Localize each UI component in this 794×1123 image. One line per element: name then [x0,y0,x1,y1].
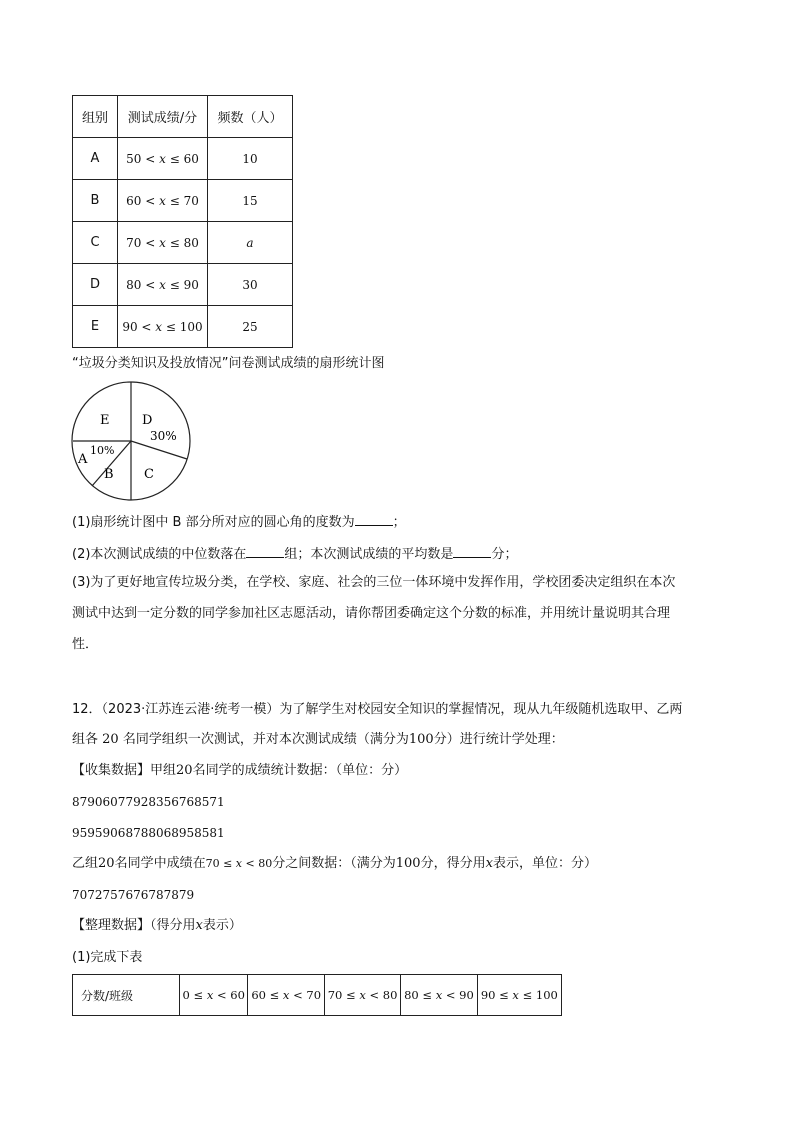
score-table-header-row [73,975,562,1016]
frequency-cell: 25 [208,306,293,348]
problem-12-line-1: 12．（2023·江苏连云港·统考一模）为了解学生对校园安全知识的掌握情况，现从九年级随机选取甲、乙两 [72,702,683,717]
frequency-cell: a [208,222,293,264]
answer-blank-3[interactable] [453,543,491,558]
pie-label-e: E [100,413,110,428]
score-distribution-table [72,974,562,1016]
table-row [73,138,293,180]
frequency-cell: 30 [208,264,293,306]
header-frequency: 频数（人） [208,96,293,138]
pie-chart-title: “垃圾分类知识及投放情况”问卷测试成绩的扇形统计图 [72,356,385,371]
question-3-line-3: 性． [72,637,99,652]
range-header-cell: 70 ≤ x < 80 [324,975,400,1016]
range-header-cell: 0 ≤ x < 60 [180,975,248,1016]
header-score: 测试成绩/分 [118,96,208,138]
range-cell: 70 < x ≤ 80 [118,222,208,264]
question-3-line-1: (3)为了更好地宣传垃圾分类，在学校、家庭、社会的三位一体环境中发挥作用，学校团委决定组织在本次 [72,575,676,590]
organize-data-heading: 【整理数据】（得分用x表示） [72,918,242,933]
question-3-line-2: 测试中达到一定分数的同学参加社区志愿活动，请你帮团委确定这个分数的标准，并用统计量说明其合理 [72,606,671,621]
range-cell: 60 < x ≤ 70 [118,180,208,222]
table-row [73,306,293,348]
frequency-table [72,95,293,348]
group-cell: E [73,306,118,348]
header-group: 组别 [73,96,118,138]
range-header-cell: 90 ≤ x ≤ 100 [477,975,561,1016]
group-cell: A [73,138,118,180]
range-cell: 90 < x ≤ 100 [118,306,208,348]
pie-label-a: A [78,452,88,467]
table-row [73,222,293,264]
range-header-cell: 60 ≤ x < 70 [248,975,324,1016]
pie-percent-a: 10% [90,444,115,457]
group-cell: D [73,264,118,306]
question-1: (1)扇形统计图中 B 部分所对应的圆心角的度数为 ； [72,511,406,532]
problem-12-line-2: 组各 20 名同学组织一次测试，并对本次测试成绩（满分为100分）进行统计学处理： [72,732,564,747]
frequency-cell: 10 [208,138,293,180]
pie-percent-d: 30% [150,429,177,443]
range-cell: 50 < x ≤ 60 [118,138,208,180]
frequency-cell: 15 [208,180,293,222]
group-jia-data-2: 95959068788068958581 [72,826,225,840]
pie-chart [70,380,195,505]
pie-label-c: C [144,467,154,482]
range-cell: 80 < x ≤ 90 [118,264,208,306]
answer-blank-2[interactable] [246,543,284,558]
answer-blank-1[interactable] [355,511,393,526]
question-2: (2)本次测试成绩的中位数落在 组；本次测试成绩的平均数是 分； [72,543,517,564]
range-header-cell: 80 ≤ x < 90 [401,975,477,1016]
group-cell: C [73,222,118,264]
pie-label-d: D [142,413,153,428]
collect-data-heading: 【收集数据】甲组20名同学的成绩统计数据：（单位：分） [72,763,408,778]
complete-table-instruction: (1)完成下表 [72,950,143,965]
header-score-class: 分数/班级 [73,975,180,1016]
table-row [73,264,293,306]
group-yi-description: 乙组20名同学中成绩在70 ≤ x < 80分之间数据：（满分为100分，得分用x表示，单位：分） [72,856,597,871]
table-row [73,180,293,222]
group-yi-data: 7072757676787879 [72,888,195,902]
group-jia-data-1: 87906077928356768571 [72,795,225,809]
group-cell: B [73,180,118,222]
pie-label-b: B [104,467,114,482]
table-header-row [73,96,293,138]
